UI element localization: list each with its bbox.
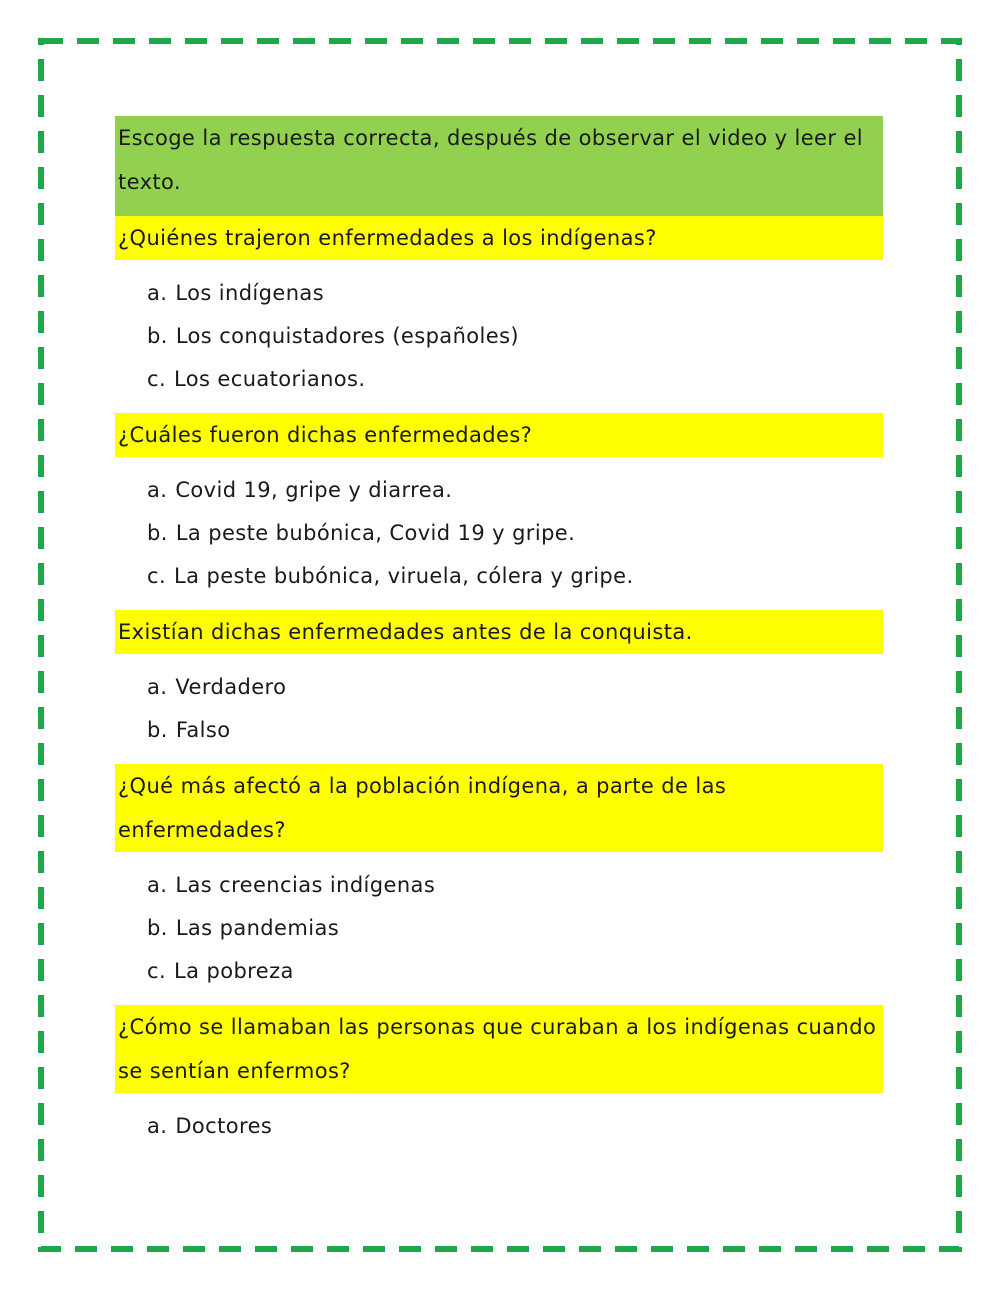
question-5: ¿Cómo se llamaban las personas que curaban a los indígenas cuando se sentían enfermos? <box>115 1005 883 1093</box>
question-3-options <box>115 654 883 764</box>
worksheet <box>115 116 883 1148</box>
option-4c[interactable]: c. La pobreza <box>147 959 294 983</box>
question-2-options <box>115 457 883 610</box>
option-1a[interactable]: a. Los indígenas <box>147 281 325 305</box>
option-2c[interactable]: c. La peste bubónica, viruela, cólera y gripe. <box>147 564 634 588</box>
question-3: Existían dichas enfermedades antes de la conquista. <box>115 610 883 654</box>
option-2b[interactable]: b. La peste bubónica, Covid 19 y gripe. <box>147 521 576 545</box>
question-4-options <box>115 852 883 1005</box>
question-1: ¿Quiénes trajeron enfermedades a los indígenas? <box>115 216 883 260</box>
option-5a[interactable]: a. Doctores <box>147 1114 273 1138</box>
option-3a[interactable]: a. Verdadero <box>147 675 287 699</box>
option-4b[interactable]: b. Las pandemias <box>147 916 340 940</box>
instructions-banner: Escoge la respuesta correcta, después de observar el video y leer el texto. <box>115 116 883 216</box>
question-2: ¿Cuáles fueron dichas enfermedades? <box>115 413 883 457</box>
question-1-options <box>115 260 883 413</box>
option-4a[interactable]: a. Las creencias indígenas <box>147 873 436 897</box>
option-1c[interactable]: c. Los ecuatorianos. <box>147 367 366 391</box>
option-3b[interactable]: b. Falso <box>147 718 231 742</box>
option-1b[interactable]: b. Los conquistadores (españoles) <box>147 324 520 348</box>
question-4: ¿Qué más afectó a la población indígena, a parte de las enfermedades? <box>115 764 883 852</box>
option-2a[interactable]: a. Covid 19, gripe y diarrea. <box>147 478 453 502</box>
question-5-options <box>115 1093 883 1148</box>
